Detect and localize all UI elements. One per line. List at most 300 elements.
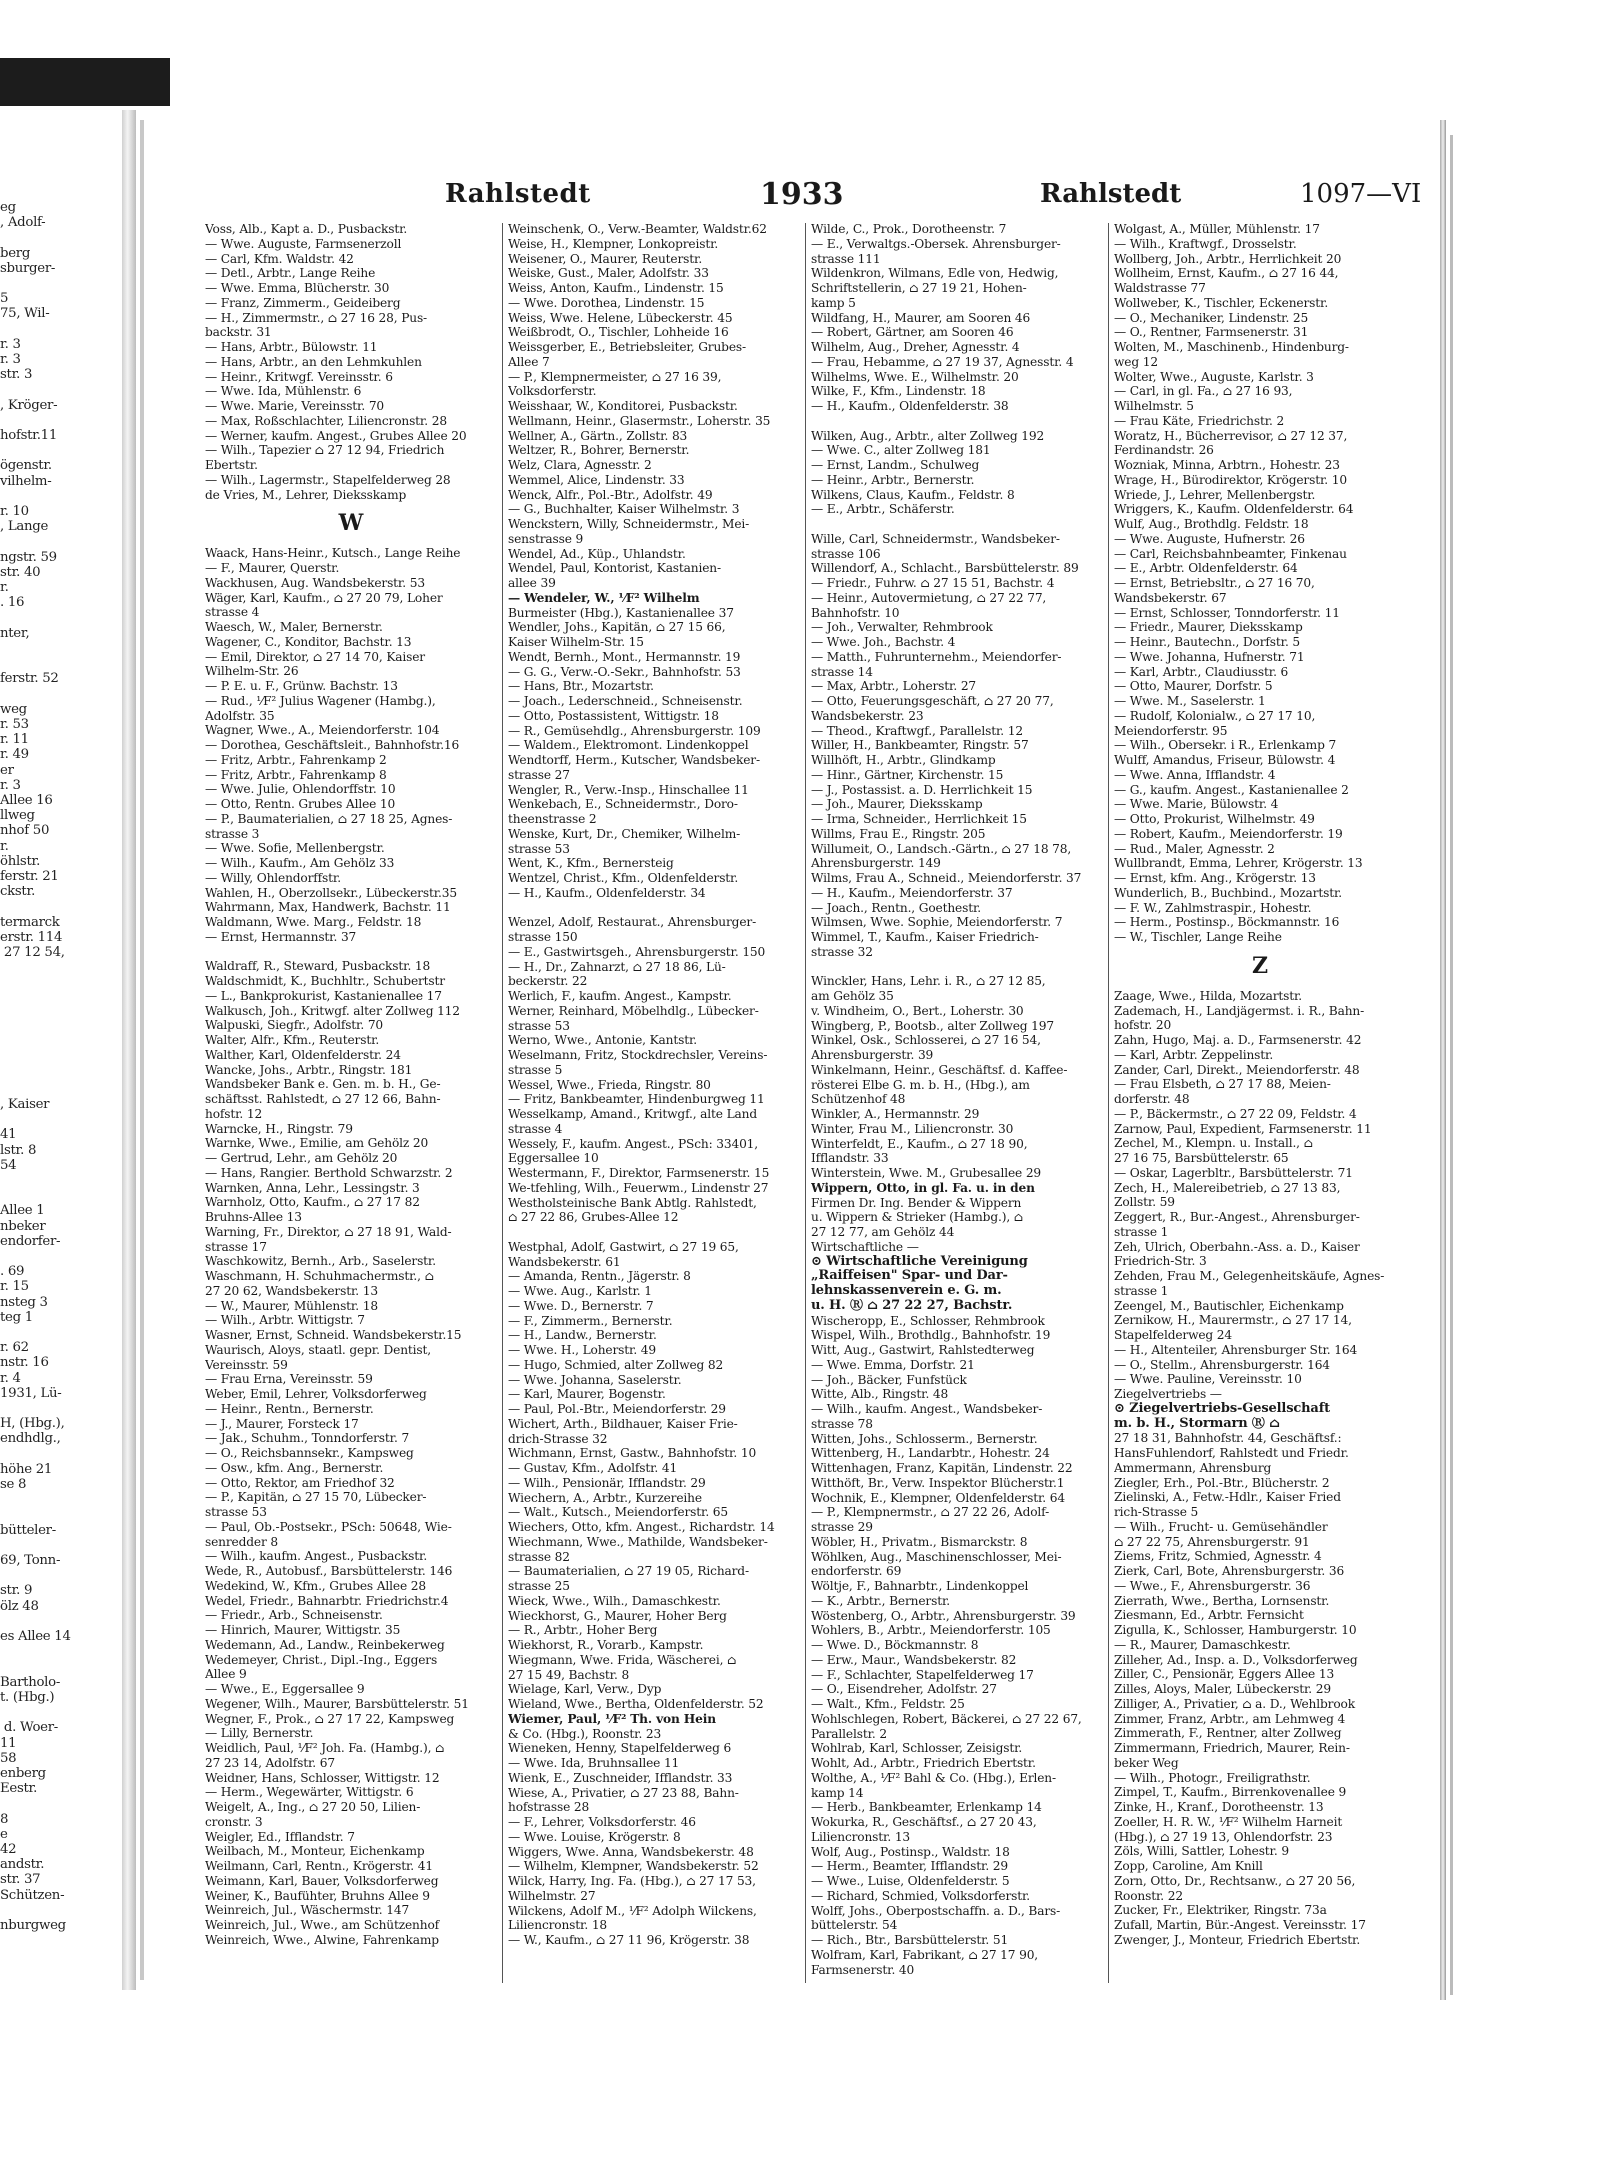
directory-entry: — Wwe. C., alter Zollweg 181	[811, 443, 991, 458]
directory-entry: Weidner, Hans, Schlosser, Wittigstr. 12	[205, 1770, 440, 1785]
directory-entry: — Max, Arbtr., Loherstr. 27	[811, 679, 977, 694]
directory-entry: Went, K., Kfm., Bernersteig	[508, 856, 674, 871]
advertisement-entry: u. H. Ⓡ ⌂ 27 22 27, Bachstr.	[811, 1298, 1013, 1313]
header-left-title: Rahlstedt	[445, 179, 591, 209]
advertisement-entry: m. b. H., Stormarn Ⓡ ⌂	[1114, 1416, 1280, 1431]
directory-entry: Wellner, A., Gärtn., Zollstr. 83	[508, 428, 688, 443]
directory-entry: Weiss, Anton, Kaufm., Lindenstr. 15	[508, 281, 724, 295]
directory-entry: Zoeller, H. R. W., ⅟F² Wilhelm Harneit	[1114, 1814, 1343, 1829]
directory-entry: 27 18 31, Bahnhofstr. 44, Geschäftsf.:	[1114, 1431, 1342, 1446]
directory-entry: — Wwe. Sofie, Mellenbergstr.	[205, 841, 385, 856]
directory-entry: Ifflandstr. 33	[811, 1151, 889, 1166]
directory-entry: Weidlich, Paul, ⅟F² Joh. Fa. (Hambg.), ⌂	[205, 1741, 445, 1755]
directory-entry: Wilck, Harry, Ing. Fa. (Hbg.), ⌂ 27 17 53,	[508, 1874, 756, 1888]
directory-entry: schäftsst. Rahlstedt, ⌂ 27 12 66, Bahn-	[205, 1092, 441, 1106]
directory-entry: Wedemann, Ad., Landw., Reinbekerweg	[205, 1637, 445, 1652]
directory-entry: Wagner, Wwe., A., Meiendorferstr. 104	[205, 723, 440, 738]
directory-entry: Wiechers, Otto, kfm. Angest., Richardstr. 14	[508, 1520, 775, 1534]
directory-entry: — E., Arbtr., Schäferstr.	[811, 502, 955, 517]
directory-entry: — Joach., Rentn., Goethestr.	[811, 900, 982, 915]
directory-entry: Wiechmann, Wwe., Mathilde, Wandsbeker-	[508, 1534, 768, 1549]
directory-entry: — Werner, kaufm. Angest., Grubes Allee 20	[205, 428, 467, 443]
directory-entry: Wienk, E., Zuschneider, Ifflandstr. 33	[508, 1770, 733, 1785]
directory-entry: Zech, H., Malereibetrieb, ⌂ 27 13 83,	[1114, 1180, 1341, 1195]
directory-entry: — Ernst, Hermannstr. 37	[205, 929, 357, 944]
directory-entry: — Wwe. Auguste, Hufnerstr. 26	[1114, 531, 1305, 546]
directory-entry: Zollstr. 59	[1114, 1195, 1175, 1210]
directory-entry: Wilhelm, Aug., Dreher, Agnesstr. 4	[811, 340, 1020, 354]
directory-entry: Waldschmidt, K., Buchhltr., Schubertstr	[205, 974, 445, 988]
directory-entry: — H., Zimmermstr., ⌂ 27 16 28, Pus-	[205, 310, 428, 325]
directory-entry: Wischeropp, E., Schlosser, Rehmbrook	[811, 1313, 1045, 1328]
directory-entry: — P., Baumaterialien, ⌂ 27 18 25, Agnes-	[205, 811, 453, 826]
directory-entry: Wollheim, Ernst, Kaufm., ⌂ 27 16 44,	[1114, 266, 1339, 281]
directory-entry: — Hans, Arbtr., Bülowstr. 11	[205, 340, 378, 354]
directory-entry: Weinreich, Jul., Wäschermstr. 147	[205, 1903, 410, 1918]
directory-entry: — F., Schlachter, Stapelfelderweg 17	[811, 1667, 1034, 1682]
directory-entry: Wunderlich, B., Buchbind., Mozartstr.	[1114, 885, 1343, 900]
directory-entry: Ziesmann, Ed., Arbtr. Fernsicht	[1114, 1608, 1304, 1623]
directory-entry: Wirtschaftliche —	[811, 1239, 919, 1254]
directory-entry: Woratz, H., Bücherrevisor, ⌂ 27 12 37,	[1114, 428, 1348, 443]
directory-entry: — Wilh., Tapezier ⌂ 27 12 94, Friedrich	[205, 443, 445, 458]
directory-entry: Wessely, F., kaufm. Angest., PSch: 33401,	[508, 1136, 759, 1151]
directory-entry: — Ernst, Betriebsltr., ⌂ 27 16 70,	[1114, 576, 1315, 590]
directory-entry: — Osw., kfm. Ang., Bernerstr.	[205, 1460, 384, 1475]
scanner-shadow	[0, 58, 170, 106]
directory-entry: Ziems, Fritz, Schmied, Agnesstr. 4	[1114, 1549, 1322, 1564]
directory-entry	[508, 1225, 800, 1240]
directory-entry: Wichert, Arth., Bildhauer, Kaiser Frie-	[508, 1416, 738, 1431]
directory-entry: Parallelstr. 2	[811, 1726, 887, 1741]
directory-entry: — Wwe., E., Eggersallee 9	[205, 1682, 365, 1696]
directory-entry: strasse 1	[1114, 1224, 1169, 1239]
directory-entry: Weinreich, Jul., Wwe., am Schützenhof	[205, 1918, 439, 1932]
directory-entry: Weisshaar, W., Konditorei, Pusbackstr.	[508, 399, 738, 413]
directory-entry: — Hugo, Schmied, alter Zollweg 82	[508, 1357, 724, 1372]
directory-entry: Wendtorff, Herm., Kutscher, Wandsbeker-	[508, 753, 760, 767]
directory-entry: endorferstr. 69	[811, 1564, 902, 1579]
directory-entry: — Wilh., Arbtr. Wittigstr. 7	[205, 1313, 365, 1328]
directory-entry: — Carl, in gl. Fa., ⌂ 27 16 93,	[1114, 384, 1293, 399]
directory-entry: Wiegmann, Wwe. Frida, Wäscherei, ⌂	[508, 1652, 737, 1667]
directory-entry: Liliencronstr. 18	[508, 1918, 608, 1933]
directory-entry: — O., Mechaniker, Lindenstr. 25	[1114, 310, 1309, 325]
directory-entry: — Jak., Schuhm., Tonndorferstr. 7	[205, 1431, 410, 1446]
directory-entry: — Wwe. Emma, Blücherstr. 30	[205, 281, 390, 295]
directory-entry: Waesch, W., Maler, Bernerstr.	[205, 620, 383, 634]
directory-entry: Voss, Alb., Kapt a. D., Pusbackstr.	[205, 222, 408, 236]
directory-entry: Wille, Carl, Schneidermstr., Wandsbeker-	[811, 531, 1060, 546]
directory-entry: Wandsbekerstr. 67	[1114, 590, 1227, 605]
directory-entry: — L., Bankprokurist, Kastanienallee 17	[205, 988, 442, 1003]
directory-entry: Wesselkamp, Amand., Kritwgf., alte Land	[508, 1107, 757, 1121]
directory-entry: Wemmel, Alice, Lindenstr. 33	[508, 472, 685, 487]
directory-entry: backstr. 31	[205, 325, 272, 340]
directory-entry: — Wilh., Kaufm., Am Gehölz 33	[205, 856, 395, 870]
directory-entry: Wildenkron, Wilmans, Edle von, Hedwig,	[811, 266, 1059, 281]
directory-entry: — Frau Elsbeth, ⌂ 27 17 88, Meien-	[1114, 1077, 1331, 1092]
directory-entry: Wokurka, R., Geschäftsf., ⌂ 27 20 43,	[811, 1815, 1037, 1829]
directory-entry: drich-Strasse 32	[508, 1431, 608, 1446]
directory-entry: Walkusch, Joh., Kritwgf. alter Zollweg 112	[205, 1003, 460, 1018]
directory-entry: Wandsbekerstr. 23	[811, 708, 924, 723]
directory-entry: — Wwe. H., Loherstr. 49	[508, 1343, 656, 1357]
directory-entry: Wellmann, Heinr., Glasermstr., Loherstr. 35	[508, 413, 771, 428]
directory-entry: Wiese, A., Privatier, ⌂ 27 23 88, Bahn-	[508, 1785, 739, 1800]
directory-entry: Zöls, Willi, Sattler, Lohestr. 9	[1114, 1844, 1289, 1859]
directory-entry: Wohlschlegen, Robert, Bäckerei, ⌂ 27 22 67,	[811, 1711, 1082, 1726]
directory-entry: — R., Gemüsehdlg., Ahrensburgerstr. 109	[508, 723, 761, 738]
directory-entry: Zaage, Wwe., Hilda, Mozartstr.	[1114, 988, 1303, 1003]
directory-entry: Roonstr. 22	[1114, 1888, 1183, 1903]
directory-entry: Wegener, Wilh., Maurer, Barsbüttelerstr. 51	[205, 1696, 469, 1711]
directory-entry: 27 20 62, Wandsbekerstr. 13	[205, 1283, 378, 1298]
directory-entry: Wollberg, Joh., Arbtr., Herrlichkeit 20	[1114, 251, 1342, 266]
directory-entry: — Wwe. Dorothea, Lindenstr. 15	[508, 295, 705, 310]
directory-entry: — H., Dr., Zahnarzt, ⌂ 27 18 86, Lü-	[508, 959, 726, 974]
directory-entry: — Wilh., Kraftwgf., Drosselstr.	[1114, 236, 1297, 251]
directory-entry: — Gustav, Kfm., Adolfstr. 41	[508, 1461, 678, 1475]
directory-entry: beker Weg	[1114, 1755, 1179, 1770]
directory-entry: Wedemeyer, Christ., Dipl.-Ing., Eggers	[205, 1652, 438, 1667]
directory-entry: Walther, Karl, Oldenfelderstr. 24	[205, 1047, 401, 1062]
directory-entry: — Hinr., Gärtner, Kirchenstr. 15	[811, 767, 1004, 782]
directory-entry: Witt, Aug., Gastwirt, Rahlstedterweg	[811, 1343, 1035, 1357]
directory-entry: Zopp, Caroline, Am Knill	[1114, 1859, 1263, 1873]
directory-entry: — Karl, Maurer, Bogenstr.	[508, 1387, 666, 1402]
directory-entry: Wolff, Johs., Oberpostschaffn. a. D., Bars-	[811, 1903, 1061, 1918]
directory-entry: — P., Kapitän, ⌂ 27 15 70, Lübecker-	[205, 1490, 427, 1505]
advertisement-entry: „Raiffeisen" Spar- und Dar-	[811, 1269, 1008, 1284]
directory-entry: Winterstein, Wwe. M., Grubesallee 29	[811, 1166, 1042, 1180]
directory-entry: Eggersallee 10	[508, 1151, 599, 1166]
directory-entry: Weiske, Gust., Maler, Adolfstr. 33	[508, 266, 709, 281]
directory-entry: — H., Landw., Bernerstr.	[508, 1328, 657, 1343]
directory-entry: — Walt., Kfm., Feldstr. 25	[811, 1697, 965, 1711]
directory-entry: Winkler, A., Hermannstr. 29	[811, 1107, 980, 1121]
directory-entry: Wessel, Wwe., Frieda, Ringstr. 80	[508, 1077, 711, 1092]
directory-entry: — O., Reichsbannsekr., Kampsweg	[205, 1446, 414, 1460]
directory-entry: — Otto, Prokurist, Wilhelmstr. 49	[1114, 812, 1315, 826]
directory-entry: Witte, Alb., Ringstr. 48	[811, 1387, 949, 1402]
directory-entry: strasse 4	[205, 605, 260, 620]
directory-entry: Westphal, Adolf, Gastwirt, ⌂ 27 19 65,	[508, 1239, 739, 1254]
directory-entry: hofstr. 12	[205, 1106, 263, 1121]
directory-entry: Zeh, Ulrich, Oberbahn.-Ass. a. D., Kaiser	[1114, 1239, 1360, 1254]
directory-entry: strasse 111	[811, 251, 881, 266]
directory-entry: — O., Rentner, Farmsenerstr. 31	[1114, 325, 1309, 340]
directory-entry: Wöbler, H., Privatm., Bismarckstr. 8	[811, 1534, 1028, 1549]
directory-entry: — W., Kaufm., ⌂ 27 11 96, Krögerstr. 38	[508, 1933, 750, 1947]
directory-entry: — H., Altenteiler, Ahrensburger Str. 164	[1114, 1342, 1358, 1357]
directory-entry: Wilmsen, Wwe. Sophie, Meiendorferstr. 7	[811, 915, 1063, 930]
directory-entry: — Wilh., kaufm. Angest., Wandsbeker-	[811, 1402, 1043, 1416]
directory-entry: — Rich., Btr., Barsbüttelerstr. 51	[811, 1933, 1009, 1947]
column-divider	[1108, 223, 1109, 1983]
book-gutter-line	[140, 120, 144, 1980]
header-page-number: 1097—VI	[1300, 179, 1422, 209]
directory-entry: 27 23 14, Adolfstr. 67	[205, 1755, 335, 1770]
directory-entry: Wenske, Kurt, Dr., Chemiker, Wilhelm-	[508, 826, 741, 841]
directory-entry: strasse 53	[205, 1505, 267, 1519]
directory-entry: Wilms, Frau A., Schneid., Meiendorferstr. 37	[811, 871, 1082, 885]
directory-entry: — Karl, Arbtr. Zeppelinstr.	[1114, 1047, 1274, 1062]
directory-entry: — F., Maurer, Querstr.	[205, 561, 340, 575]
directory-entry: Wulff, Amandus, Friseur, Bülowstr. 4	[1114, 753, 1336, 767]
directory-entry: 27 16 75, Barsbüttelerstr. 65	[1114, 1151, 1289, 1165]
column-2	[508, 222, 800, 1982]
directory-entry: — Joh., Verwalter, Rehmbrook	[811, 620, 993, 635]
directory-entry: Firmen Dr. Ing. Bender & Wippern	[811, 1195, 1022, 1210]
directory-entry: — Amanda, Rentn., Jägerstr. 8	[508, 1269, 691, 1284]
directory-entry: Zechel, M., Klempn. u. Install., ⌂	[1114, 1136, 1313, 1151]
directory-entry: strasse 32	[811, 944, 873, 959]
directory-entry: — Wwe. Ida, Bruhnsallee 11	[508, 1756, 680, 1770]
directory-entry: — R., Arbtr., Hoher Berg	[508, 1623, 658, 1638]
directory-entry: Wispel, Wilh., Brothdlg., Bahnhofstr. 19	[811, 1328, 1051, 1343]
directory-entry: Wulf, Aug., Brothdlg. Feldstr. 18	[1114, 517, 1309, 531]
directory-entry: Wieland, Wwe., Bertha, Oldenfelderstr. 52	[508, 1697, 764, 1711]
directory-entry: Wilke, F., Kfm., Lindenstr. 18	[811, 384, 986, 399]
directory-entry: — Ernst, Schlosser, Tonndorferstr. 11	[1114, 605, 1340, 620]
directory-entry-highlighted: Wippern, Otto, in gl. Fa. u. in den	[811, 1180, 1035, 1195]
directory-entry: Wancke, Johs., Arbtr., Ringstr. 181	[205, 1062, 413, 1077]
directory-entry: v. Windheim, O., Bert., Loherstr. 30	[811, 1003, 1024, 1018]
directory-entry: — E., Verwaltgs.-Obersek. Ahrensburger-	[811, 236, 1061, 251]
directory-entry: Wozniak, Minna, Arbtrn., Hohestr. 23	[1114, 458, 1340, 472]
page-edge	[1440, 120, 1446, 2000]
directory-entry: Zigulla, K., Schlosser, Hamburgerstr. 10	[1114, 1623, 1357, 1637]
directory-entry: — F. W., Zahlmstraspir., Hohestr.	[1114, 900, 1312, 915]
directory-entry	[811, 517, 1103, 532]
directory-entry: strasse 78	[811, 1416, 873, 1431]
directory-entry: Ahrensburgerstr. 149	[811, 856, 941, 871]
directory-entry: — Ernst, kfm. Ang., Krögerstr. 13	[1114, 871, 1316, 885]
directory-entry: Wilhelms, Wwe. E., Wilhelmstr. 20	[811, 369, 1019, 384]
directory-entry: Zinke, H., Kranf., Dorotheenstr. 13	[1114, 1800, 1324, 1814]
directory-entry: — Wwe. Louise, Krögerstr. 8	[508, 1829, 681, 1844]
directory-entry: — Wilh., Obersekr. i R., Erlenkamp 7	[1114, 738, 1337, 753]
directory-entry: — Friedr., Maurer, Dieksskamp	[1114, 620, 1303, 635]
directory-entry: — Erw., Maur., Wandsbekerstr. 82	[811, 1652, 1017, 1667]
directory-entry: — Rud., ⅟F² Julius Wagener (Hambg.),	[205, 693, 436, 708]
directory-entry: — Frau Käte, Friedrichstr. 2	[1114, 413, 1285, 428]
directory-entry: Wilken, Aug., Arbtr., alter Zollweg 192	[811, 428, 1045, 443]
directory-entry: Willendorf, A., Schlacht., Barsbüttelerstr. 89	[811, 561, 1079, 576]
directory-entry: — E., Gastwirtsgeh., Ahrensburgerstr. 150	[508, 944, 766, 959]
directory-entry: Ebertstr.	[205, 458, 258, 472]
directory-entry: — Hans, Arbtr., an den Lehmkuhlen	[205, 354, 422, 369]
header-right-title: Rahlstedt	[1040, 179, 1182, 209]
directory-entry: beckerstr. 22	[508, 974, 588, 989]
directory-entry: — Carl, Kfm. Waldstr. 42	[205, 251, 354, 266]
directory-entry: Wolfram, Karl, Fabrikant, ⌂ 27 17 90,	[811, 1947, 1039, 1962]
directory-entry: — F., Lehrer, Volksdorferstr. 46	[508, 1815, 696, 1829]
directory-entry: — Herm., Wegewärter, Wittigstr. 6	[205, 1785, 414, 1800]
directory-entry: Wichmann, Ernst, Gastw., Bahnhofstr. 10	[508, 1446, 757, 1461]
directory-entry: Zimmermann, Friedrich, Maurer, Rein-	[1114, 1741, 1350, 1755]
directory-entry: — Wwe. Anna, Ifflandstr. 4	[1114, 767, 1276, 782]
directory-entry: — Gertrud, Lehr., am Gehölz 20	[205, 1151, 398, 1165]
directory-entry: Winter, Frau M., Liliencronstr. 30	[811, 1121, 1014, 1136]
directory-entry: Weise, H., Klempner, Lonkopreistr.	[508, 236, 719, 251]
directory-entry: Zernikow, H., Maurermstr., ⌂ 27 17 14,	[1114, 1313, 1352, 1328]
directory-entry: cronstr. 3	[205, 1814, 263, 1829]
directory-entry: — Wilhelm, Klempner, Wandsbekerstr. 52	[508, 1859, 759, 1874]
directory-entry: strasse 5	[508, 1062, 563, 1077]
directory-entry: — Fritz, Bankbeamter, Hindenburgweg 11	[508, 1092, 765, 1107]
directory-entry: — Frau Erna, Vereinsstr. 59	[205, 1372, 373, 1387]
directory-entry: Warning, Fr., Direktor, ⌂ 27 18 91, Wald-	[205, 1224, 452, 1239]
directory-entry: de Vries, M., Lehrer, Dieksskamp	[205, 487, 407, 502]
directory-entry: Zahn, Hugo, Maj. a. D., Farmsenerstr. 42	[1114, 1033, 1362, 1047]
directory-entry: Willumeit, O., Landsch.-Gärtn., ⌂ 27 18 78,	[811, 841, 1072, 856]
directory-entry: Wittenberg, H., Landarbtr., Hohestr. 24	[811, 1446, 1050, 1461]
directory-entry: — Otto, Maurer, Dorfstr. 5	[1114, 679, 1273, 694]
directory-entry: Witten, Johs., Schlosserm., Bernerstr.	[811, 1431, 1038, 1446]
directory-entry: — O., Eisendreher, Adolfstr. 27	[811, 1682, 997, 1697]
directory-entry: Wahrmann, Max, Handwerk, Bachstr. 11	[205, 900, 451, 915]
directory-entry: — O., Stellm., Ahrensburgerstr. 164	[1114, 1357, 1330, 1372]
directory-entry: strasse 1	[1114, 1283, 1169, 1298]
directory-entry: — Otto, Feuerungsgeschäft, ⌂ 27 20 77,	[811, 694, 1054, 708]
previous-page-fragment: eg , Adolf- berg sburger- 5 75, Wil- r. 3 r. 3 str. 3 , Kröger- hofstr.11 ögenstr. vilhelm- r. 10 , Lange ngstr. 59 str. 40 r. . 16 nter, ferstr. 52 weg r. 53 r. 11 r. 49 er r. 3 Allee 16 llweg nhof 50 r. öhlstr. ferstr. 21 ckstr. termarck erstr. 114 27 12 54, , Kaiser 41 lstr. 8 54 Allee 1 nbeker endorfer- . 69 r. 15 nsteg 3 teg 1 r. 62 nstr. 16 r. 4 1931, Lü- H, (Hbg.), endhdlg., höhe 21 se 8 bütteler- 69, Tonn- str. 9 ölz 48 es Allee 14 Bartholo- t. (Hbg.) d. Woer- 11 58 enberg Eestr. 8 e 42 andstr. str. 37 Schützen- nburgweg	[0, 200, 71, 1933]
directory-entry: weg 12	[1114, 354, 1158, 369]
advertisement-entry: lehnskassenverein e. G. m.	[811, 1284, 1002, 1298]
directory-entry: — Emil, Direktor, ⌂ 27 14 70, Kaiser	[205, 649, 425, 664]
directory-entry: — Paul, Ob.-Postsekr., PSch: 50648, Wie-	[205, 1519, 452, 1534]
directory-entry: — Wilh., Photogr., Freiligrathstr.	[1114, 1770, 1311, 1785]
directory-entry: Ziller, C., Pensionär, Eggers Allee 13	[1114, 1667, 1335, 1682]
directory-entry: 27 12 77, am Gehölz 44	[811, 1225, 955, 1239]
directory-entry: Westermann, F., Direktor, Farmsenerstr. 15	[508, 1166, 770, 1180]
directory-entry: strasse 27	[508, 767, 570, 782]
directory-entry: — G., Buchhalter, Kaiser Wilhelmstr. 3	[508, 502, 740, 517]
directory-entry: Wimmel, T., Kaufm., Kaiser Friedrich-	[811, 930, 1039, 944]
directory-entry	[811, 414, 1103, 429]
header-year: 1933	[760, 177, 844, 212]
directory-entry: Wilhelmstr. 27	[508, 1888, 596, 1903]
advertisement-entry: ⊙ Wirtschaftliche Vereinigung	[811, 1254, 1028, 1269]
directory-entry: Wiekhorst, R., Vorarb., Kampstr.	[508, 1638, 704, 1652]
directory-entry: — Wilh., Lagermstr., Stapelfelderweg 28	[205, 472, 451, 487]
directory-entry: Wilkens, Claus, Kaufm., Feldstr. 8	[811, 487, 1015, 502]
directory-entry: Stapelfelderweg 24	[1114, 1328, 1233, 1342]
directory-entry: — Wwe. Marie, Bülowstr. 4	[1114, 797, 1279, 812]
directory-entry-highlighted: Wiemer, Paul, ⅟F² Th. von Hein	[508, 1711, 716, 1726]
directory-entry: Weiner, K., Baufühter, Bruhns Allee 9	[205, 1888, 430, 1903]
directory-entry: — Rudolf, Kolonialw., ⌂ 27 17 10,	[1114, 708, 1316, 723]
directory-entry: Werlich, F., kaufm. Angest., Kampstr.	[508, 989, 732, 1003]
directory-entry: theenstrasse 2	[508, 812, 597, 826]
directory-entry: Weber, Emil, Lehrer, Volksdorferweg	[205, 1387, 427, 1401]
directory-entry: Bahnhofstr. 10	[811, 605, 900, 620]
directory-entry: — Wwe., Luise, Oldenfelderstr. 5	[811, 1874, 1010, 1888]
directory-entry: Bruhns-Allee 13	[205, 1210, 302, 1224]
directory-entry: We-tfehling, Wilh., Feuerwm., Lindenstr 27	[508, 1180, 769, 1195]
directory-entry: — Wwe. Ida, Mühlenstr. 6	[205, 384, 362, 399]
directory-entry: — Rud., Maler, Agnesstr. 2	[1114, 841, 1275, 856]
directory-entry: — Franz, Zimmerm., Geideiberg	[205, 295, 401, 310]
directory-entry: Ahrensburgerstr. 39	[811, 1048, 934, 1062]
directory-entry: Wendel, Paul, Kontorist, Kastanien-	[508, 561, 721, 576]
directory-entry: — Fritz, Arbtr., Fahrenkamp 8	[205, 767, 387, 782]
directory-entry: strasse 3	[205, 826, 260, 841]
directory-entry: — Richard, Schmied, Volksdorferstr.	[811, 1888, 1031, 1903]
directory-entry: strasse 17	[205, 1239, 267, 1254]
directory-entry: — Paul, Pol.-Btr., Meiendorferstr. 29	[508, 1402, 726, 1416]
directory-entry: Willer, H., Bankbeamter, Ringstr. 57	[811, 738, 1029, 753]
directory-entry: Wengler, R., Verw.-Insp., Hinschallee 11	[508, 782, 749, 797]
directory-entry: Weißbrodt, O., Tischler, Lohheide 16	[508, 325, 729, 340]
directory-entry: — Herm., Postinsp., Böckmannstr. 16	[1114, 915, 1340, 930]
directory-entry	[508, 901, 800, 916]
directory-entry: — F., Zimmerm., Bernerstr.	[508, 1313, 673, 1328]
directory-entry: Wilckens, Adolf M., ⅟F² Adolph Wilckens,	[508, 1903, 757, 1918]
directory-entry: Wagener, C., Konditor, Bachstr. 13	[205, 634, 412, 649]
directory-entry: Winkel, Osk., Schlosserei, ⌂ 27 16 54,	[811, 1033, 1041, 1048]
directory-entry: Zierk, Carl, Bote, Ahrensburgerstr. 36	[1114, 1564, 1345, 1578]
directory-entry: — J., Maurer, Forsteck 17	[205, 1416, 359, 1431]
directory-entry: Schriftstellerin, ⌂ 27 19 21, Hohen-	[811, 281, 1027, 295]
directory-entry: — Theod., Kraftwgf., Parallelstr. 12	[811, 723, 1023, 738]
directory-entry: strasse 29	[811, 1520, 873, 1534]
directory-entry: Weigler, Ed., Ifflandstr. 7	[205, 1829, 355, 1844]
directory-entry: — Wwe. Marie, Vereinsstr. 70	[205, 399, 385, 413]
directory-entry: Wieckhorst, G., Maurer, Hoher Berg	[508, 1608, 727, 1623]
directory-entry: allee 39	[508, 576, 556, 590]
directory-entry: Weselmann, Fritz, Stockdrechsler, Vereins-	[508, 1048, 768, 1062]
directory-entry: — G. G., Verw.-O.-Sekr., Bahnhofstr. 53	[508, 664, 741, 679]
directory-entry: Weiss, Wwe. Helene, Lübeckerstr. 45	[508, 310, 733, 325]
directory-entry: — Lilly, Bernerstr.	[205, 1726, 314, 1741]
directory-entry: Waurisch, Aloys, staatl. gepr. Dentist,	[205, 1342, 431, 1357]
advertisement-entry: ⊙ Ziegelvertriebs-Gesellschaft	[1114, 1401, 1331, 1416]
directory-entry: Waschmann, H. Schuhmachermstr., ⌂	[205, 1269, 434, 1283]
directory-entry: Wahlen, H., Oberzollsekr., Lübeckerstr.35	[205, 885, 457, 900]
directory-entry: — Wwe. Johanna, Saselerstr.	[508, 1372, 682, 1387]
directory-entry: ⌂ 27 22 86, Grubes-Allee 12	[508, 1210, 679, 1225]
directory-entry: — Robert, Gärtner, am Sooren 46	[811, 325, 1014, 340]
directory-entry: Wedel, Friedr., Bahnarbtr. Friedrichstr.4	[205, 1593, 449, 1608]
directory-entry: Walpuski, Siegfr., Adolfstr. 70	[205, 1018, 384, 1033]
directory-entry: Liliencronstr. 13	[811, 1829, 911, 1844]
directory-entry: — Fritz, Arbtr., Fahrenkamp 2	[205, 752, 387, 767]
directory-entry: Wolten, M., Maschinenb., Hindenburg-	[1114, 340, 1349, 354]
directory-entry: Wöhlken, Aug., Maschinenschlosser, Mei-	[811, 1549, 1062, 1564]
column-3	[811, 222, 1103, 1982]
directory-entry: dorferstr. 48	[1114, 1092, 1190, 1106]
directory-entry: Waldmann, Wwe. Marg., Feldstr. 18	[205, 915, 422, 929]
directory-entry: Willhöft, H., Arbtr., Glindkamp	[811, 753, 996, 767]
directory-entry: Wullbrandt, Emma, Lehrer, Krögerstr. 13	[1114, 856, 1363, 871]
directory-entry: Wildfang, H., Maurer, am Sooren 46	[811, 310, 1031, 325]
directory-entry: Ammermann, Ahrensburg	[1114, 1460, 1272, 1475]
directory-entry: Wedekind, W., Kfm., Grubes Allee 28	[205, 1578, 426, 1593]
directory-entry: — Wwe. D., Bernerstr. 7	[508, 1298, 654, 1313]
directory-entry: (Hbg.), ⌂ 27 19 13, Ohlendorfstr. 23	[1114, 1829, 1333, 1844]
directory-entry: Wrage, H., Bürodirektor, Krögerstr. 10	[1114, 472, 1347, 487]
directory-entry: Wenzel, Adolf, Restaurat., Ahrensburger-	[508, 915, 757, 930]
directory-entry: Warnke, Wwe., Emilie, am Gehölz 20	[205, 1136, 429, 1151]
directory-entry: Ferdinandstr. 26	[1114, 443, 1214, 458]
directory-entry: Wenck, Alfr., Pol.-Btr., Adolfstr. 49	[508, 487, 713, 502]
directory-entry: Wieneken, Henny, Stapelfelderweg 6	[508, 1741, 732, 1756]
directory-entry: Wohlers, B., Arbtr., Meiendorferstr. 105	[811, 1623, 1051, 1638]
directory-entry: — Hans, Btr., Mozartstr.	[508, 679, 654, 694]
directory-page	[205, 175, 1435, 1985]
